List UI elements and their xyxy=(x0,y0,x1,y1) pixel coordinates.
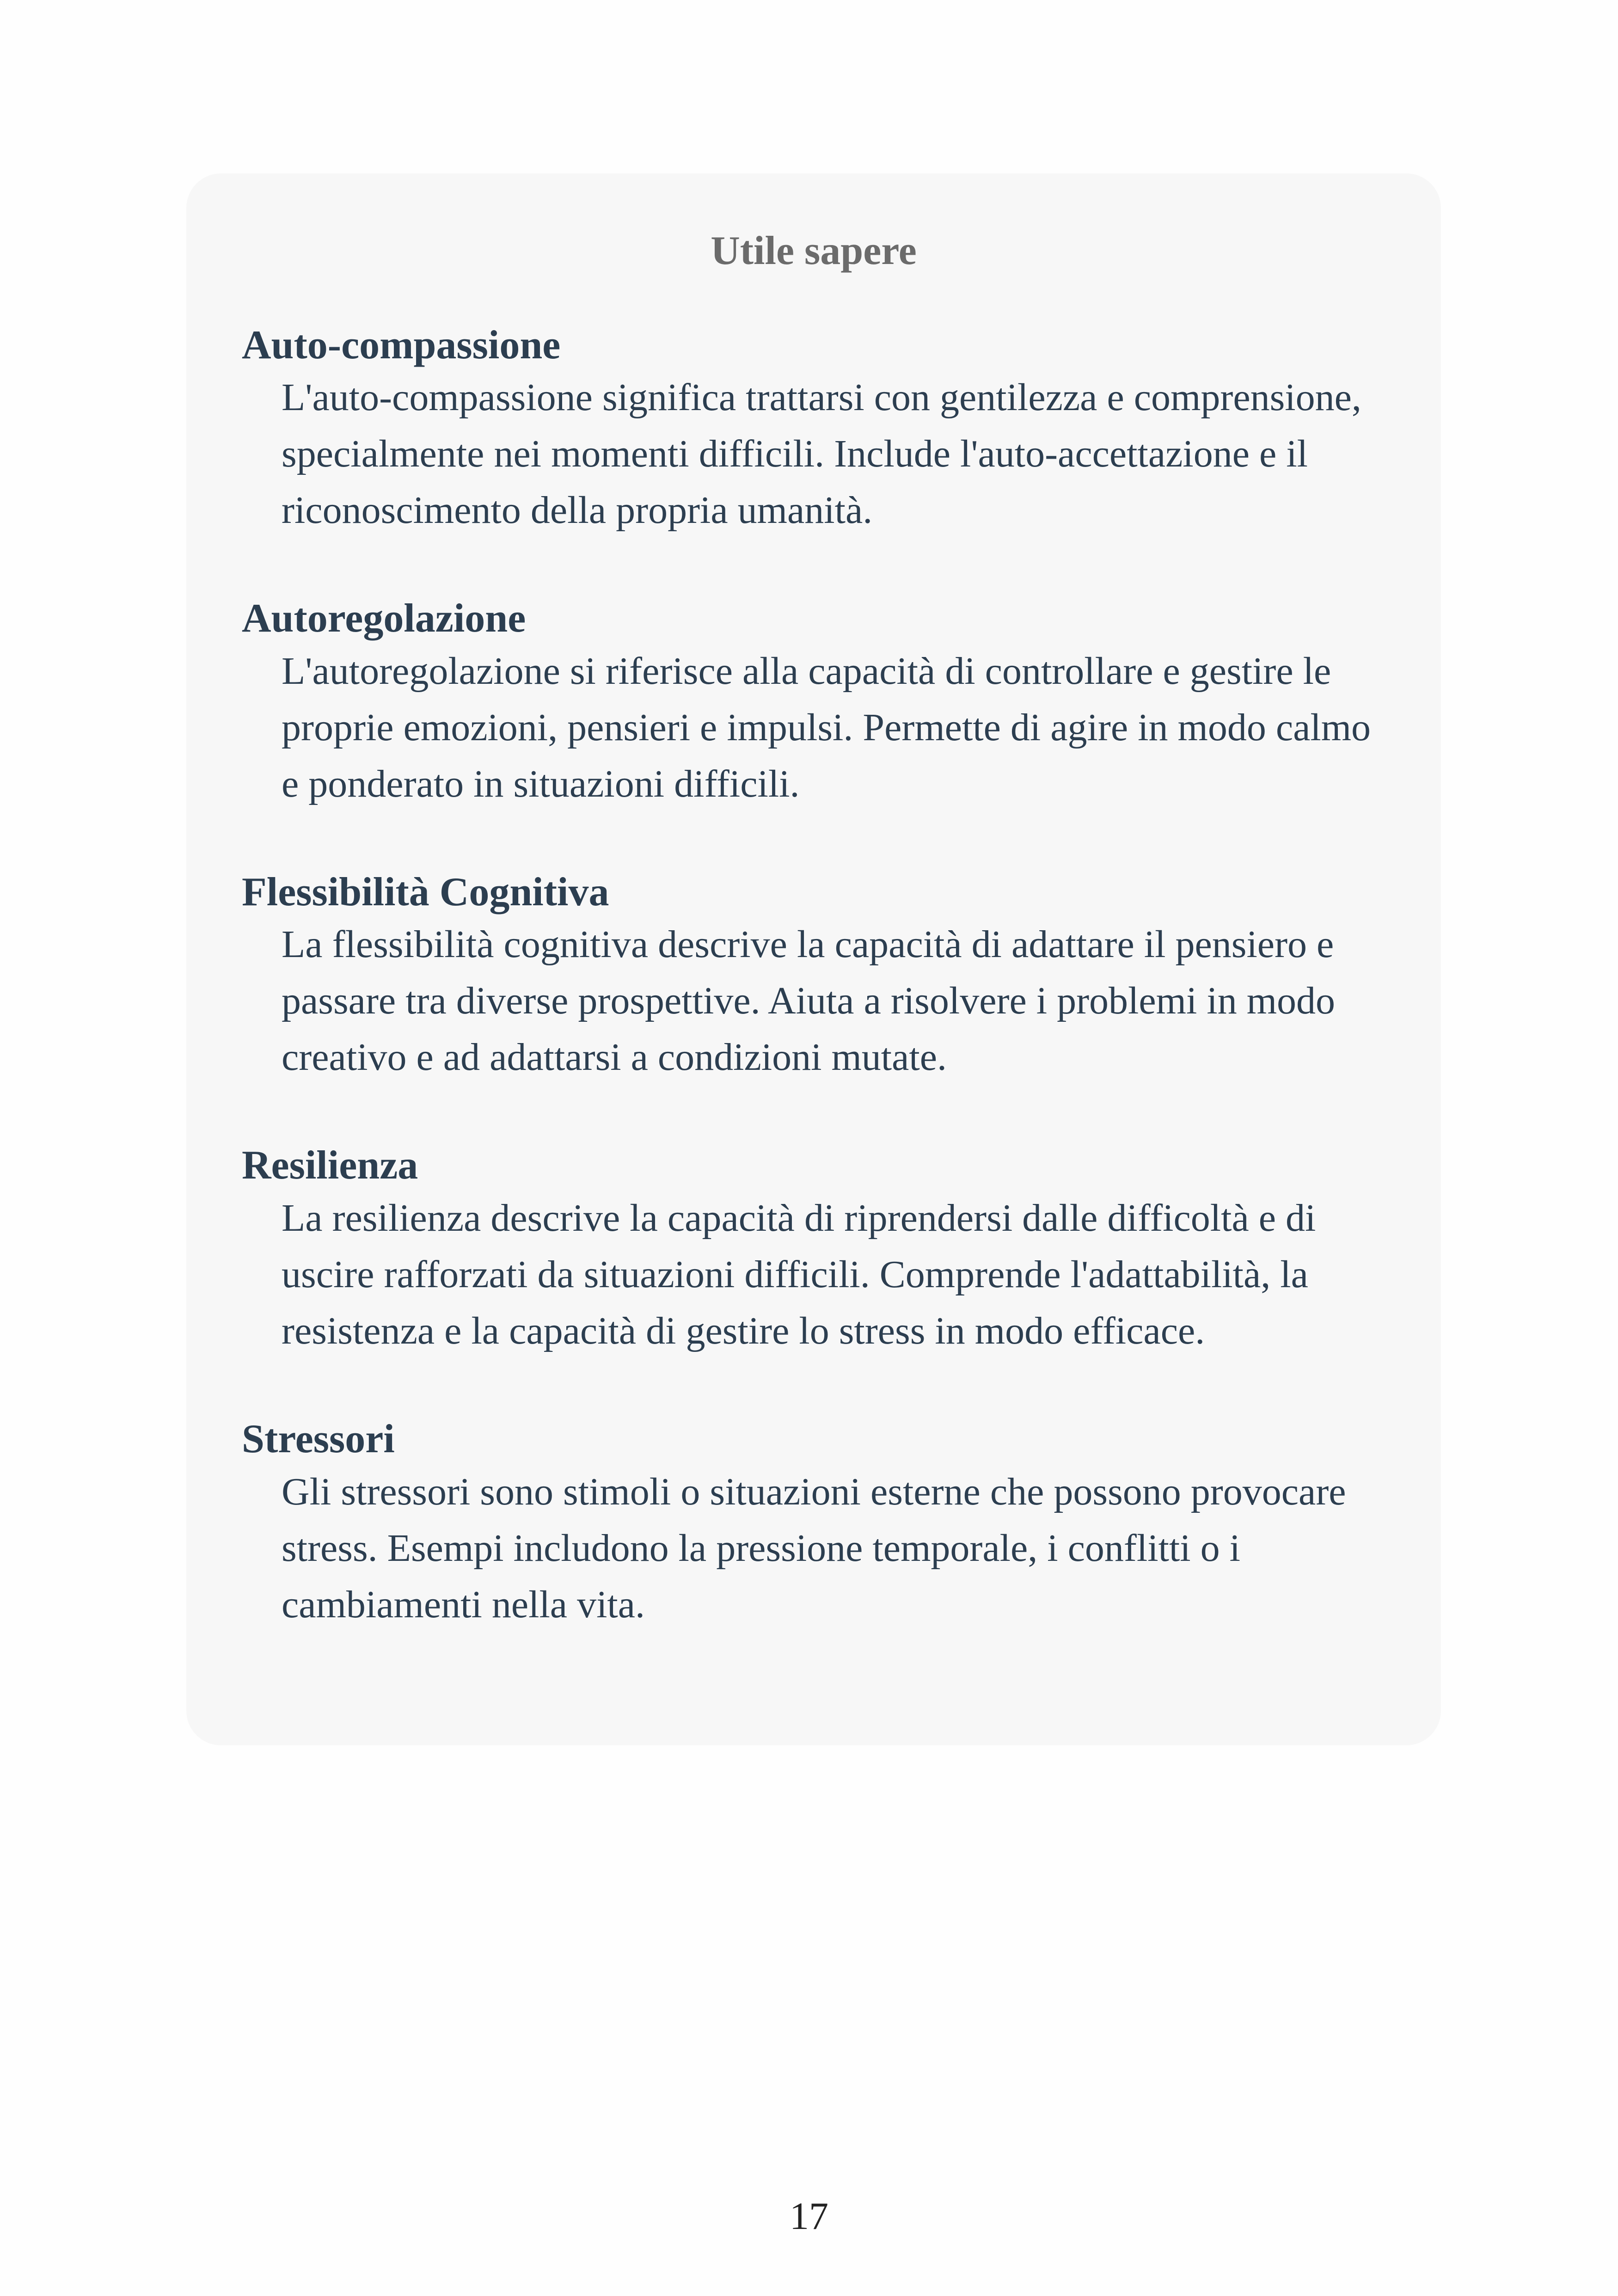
entry-definition: L'auto-compassione significa trattarsi con gentilezza e comprensione, specialmente nei momenti difficili. Include l'auto-accettazione e il riconoscimento della propria umanità. xyxy=(282,376,1361,532)
entry-term: Flessibilità Cognitiva xyxy=(242,869,609,915)
entry-definition: L'autoregolazione si riferisce alla capacità di controllare e gestire le proprie emozioni, pensieri e impulsi. Permette di agire in modo calmo e ponderato in situazioni difficili. xyxy=(282,649,1371,805)
entry-definition: Gli stressori sono stimoli o situazioni esterne che possono provocare stress. Esempi includono la pressione temporale, i conflitti o i cambiamenti nella vita. xyxy=(282,1470,1346,1626)
glossary-entry xyxy=(242,321,1385,539)
entry-term: Stressori xyxy=(242,1416,395,1461)
glossary-entry xyxy=(242,594,1385,812)
glossary-entry xyxy=(242,1415,1385,1633)
glossary-entry xyxy=(242,868,1385,1086)
box-title: Utile sapere xyxy=(711,228,917,273)
glossary-entry xyxy=(242,1141,1385,1359)
entry-term: Auto-compassione xyxy=(242,322,561,368)
entry-definition: La flessibilità cognitiva descrive la capacità di adattare il pensiero e passare tra diverse prospettive. Aiuta a risolvere i problemi in modo creativo e ad adattarsi a condizioni mutate. xyxy=(282,923,1336,1079)
page-number: 17 xyxy=(790,2195,828,2238)
entry-term: Resilienza xyxy=(242,1143,418,1188)
info-box xyxy=(186,173,1441,1745)
entry-definition: La resilienza descrive la capacità di riprendersi dalle difficoltà e di uscire rafforzati da situazioni difficili. Comprende l'adattabilità, la resistenza e la capacità di gestire lo stress in modo efficace. xyxy=(282,1196,1316,1352)
entry-term: Autoregolazione xyxy=(242,596,526,641)
